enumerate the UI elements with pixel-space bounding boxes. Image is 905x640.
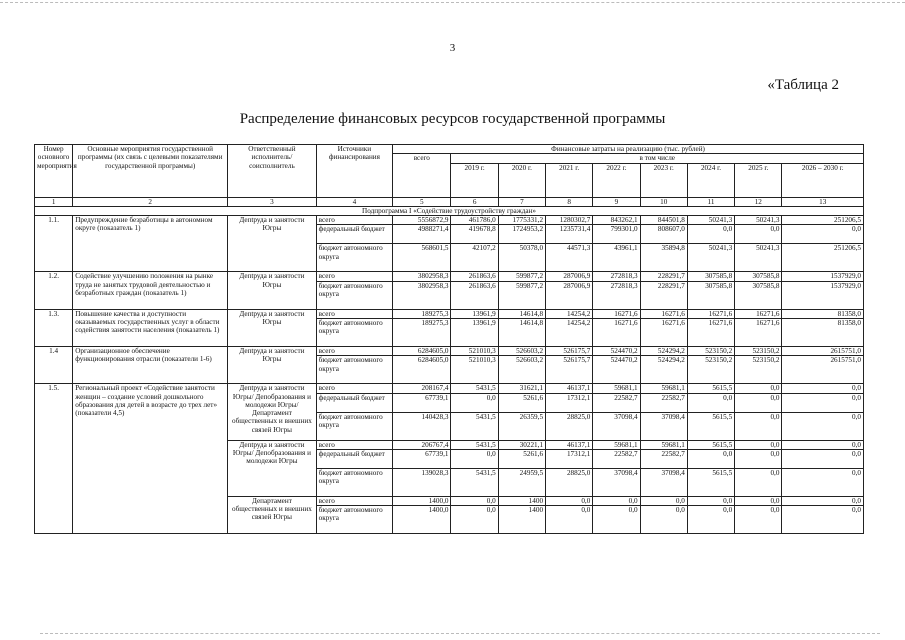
value-cell-r11-0-2: 1775331,2 [498,216,545,225]
value-cell-r12-1-8: 1537929,0 [782,281,864,309]
value-cell-r13-0-7: 16271,6 [735,309,782,318]
value-cell-r11-0-0: 5556872,9 [393,216,451,225]
value-cell-r12-0-3: 287006,9 [546,272,593,281]
table-row [35,309,864,318]
source-cell-r15-g1-0: всего [316,384,392,393]
source-cell-r15-g3-0: всего [316,496,392,505]
value-cell-r15-g1-0-4: 59681,1 [593,384,640,393]
value-cell-r13-1-6: 16271,6 [687,318,734,346]
value-cell-r11-0-1: 461786,0 [451,216,498,225]
value-cell-r14-0-3: 526175,7 [546,346,593,355]
column-index-8: 8 [546,197,593,206]
activity-executor-r15-g2: Депtруда и занятости Югры/ Депобразования и молодежи Югры [228,440,317,496]
value-cell-r15-g1-0-0: 208167,4 [393,384,451,393]
value-cell-r15-g2-1-4: 22582,7 [593,449,640,468]
header-col-source: Источники финансирования [316,145,392,198]
value-cell-r11-0-5: 844501,8 [640,216,687,225]
value-cell-r12-1-2: 599877,2 [498,281,545,309]
header-year-5: 2024 г. [687,163,734,197]
value-cell-r15-g1-1-8: 0,0 [782,393,864,412]
value-cell-r15-g2-2-7: 0,0 [735,468,782,496]
document-title: Распределение финансовых ресурсов государственной программы [239,111,666,127]
value-cell-r11-1-1: 419678,8 [451,225,498,244]
value-cell-r15-g3-1-6: 0,0 [687,506,734,534]
scan-edge-top [0,2,905,3]
value-cell-r11-1-7: 0,0 [735,225,782,244]
value-cell-r15-g1-1-1: 0,0 [451,393,498,412]
activity-number-r15: 1.5. [35,384,73,534]
value-cell-r14-1-1: 521010,3 [451,356,498,384]
value-cell-r15-g1-1-5: 22582,7 [640,393,687,412]
value-cell-r11-2-2: 50378,0 [498,244,545,272]
value-cell-r15-g2-0-1: 5431,5 [451,440,498,449]
value-cell-r15-g3-1-2: 1400 [498,506,545,534]
source-cell-r15-g2-2: бюджет автономного округа [316,468,392,496]
value-cell-r15-g2-1-5: 22582,7 [640,449,687,468]
table-row [35,216,864,225]
value-cell-r15-g3-1-0: 1400,0 [393,506,451,534]
value-cell-r12-1-6: 307585,8 [687,281,734,309]
activity-name-r13: Повышение качества и доступности оказываемых государственных услуг в области содействия занятости населения (показатель 1) [73,309,228,346]
value-cell-r15-g2-2-1: 5431,5 [451,468,498,496]
source-cell-r15-g2-1: федеральный бюджет [316,449,392,468]
value-cell-r13-1-8: 81358,0 [782,318,864,346]
activity-name-r15: Региональный проект «Содействие занятости женщин – создание условий дошкольного образования для детей в возрасте до трех лет» (показатели 4,5) [73,384,228,534]
value-cell-r15-g2-2-4: 37098,4 [593,468,640,496]
column-index-9: 9 [593,197,640,206]
value-cell-r15-g1-1-0: 67739,1 [393,393,451,412]
value-cell-r11-1-0: 4988271,4 [393,225,451,244]
value-cell-r15-g1-2-2: 26359,5 [498,412,545,440]
source-cell-r12-0: всего [316,272,392,281]
column-index-3: 3 [228,197,317,206]
value-cell-r15-g1-2-0: 140428,3 [393,412,451,440]
value-cell-r15-g2-2-3: 28825,0 [546,468,593,496]
value-cell-r15-g2-2-2: 24959,5 [498,468,545,496]
value-cell-r14-0-7: 523150,2 [735,346,782,355]
value-cell-r12-0-4: 272818,3 [593,272,640,281]
header-year-2: 2021 г. [546,163,593,197]
column-index-5: 5 [393,197,451,206]
value-cell-r11-1-4: 799301,0 [593,225,640,244]
source-cell-r14-1: бюджет автономного округа [316,356,392,384]
value-cell-r15-g3-1-5: 0,0 [640,506,687,534]
value-cell-r11-2-6: 50241,3 [687,244,734,272]
value-cell-r14-1-7: 523150,2 [735,356,782,384]
value-cell-r15-g3-1-7: 0,0 [735,506,782,534]
value-cell-r14-1-5: 524294,2 [640,356,687,384]
value-cell-r15-g1-1-6: 0,0 [687,393,734,412]
value-cell-r15-g3-0-4: 0,0 [593,496,640,505]
value-cell-r12-1-3: 287006,9 [546,281,593,309]
activity-number-r13: 1.3. [35,309,73,346]
value-cell-r14-1-2: 526603,2 [498,356,545,384]
value-cell-r11-1-3: 1235731,4 [546,225,593,244]
value-cell-r15-g3-1-8: 0,0 [782,506,864,534]
column-index-12: 12 [735,197,782,206]
value-cell-r15-g1-2-7: 0,0 [735,412,782,440]
value-cell-r15-g1-1-4: 22582,7 [593,393,640,412]
source-cell-r15-g1-1: федеральный бюджет [316,393,392,412]
value-cell-r15-g1-2-8: 0,0 [782,412,864,440]
subprogram-title: Подпрограмма I «Содействие трудоустройству граждан» [35,206,864,215]
table-row [35,384,864,393]
value-cell-r14-0-1: 521010,3 [451,346,498,355]
value-cell-r11-1-8: 0,0 [782,225,864,244]
header-year-1: 2020 г. [498,163,545,197]
value-cell-r11-2-1: 42107,2 [451,244,498,272]
value-cell-r15-g1-2-6: 5615,5 [687,412,734,440]
value-cell-r11-2-7: 50241,3 [735,244,782,272]
activity-number-r14: 1.4 [35,346,73,383]
value-cell-r15-g2-2-5: 37098,4 [640,468,687,496]
value-cell-r12-0-8: 1537929,0 [782,272,864,281]
header-year-6: 2025 г. [735,163,782,197]
value-cell-r15-g1-2-1: 5431,5 [451,412,498,440]
column-index-10: 10 [640,197,687,206]
value-cell-r15-g1-2-4: 37098,4 [593,412,640,440]
activity-executor-r12: Депtруда и занятости Югры [228,272,317,309]
source-cell-r11-0: всего [316,216,392,225]
value-cell-r15-g1-0-3: 46137,1 [546,384,593,393]
value-cell-r15-g2-0-5: 59681,1 [640,440,687,449]
value-cell-r15-g2-0-7: 0,0 [735,440,782,449]
value-cell-r11-0-6: 50241,3 [687,216,734,225]
source-cell-r15-g3-1: бюджет автономного округа [316,506,392,534]
value-cell-r14-1-8: 2615751,0 [782,356,864,384]
source-cell-r15-g2-0: всего [316,440,392,449]
header-col-activities: Основные мероприятия государственной программы (их связь с целевыми показателями государственной программы) [73,145,228,198]
column-index-6: 6 [451,197,498,206]
value-cell-r13-0-4: 16271,6 [593,309,640,318]
value-cell-r12-0-5: 228291,7 [640,272,687,281]
activity-number-r12: 1.2. [35,272,73,309]
value-cell-r11-2-5: 35894,8 [640,244,687,272]
value-cell-r13-0-8: 81358,0 [782,309,864,318]
scan-edge-bottom [40,633,880,634]
source-cell-r13-0: всего [316,309,392,318]
column-index-13: 13 [782,197,864,206]
value-cell-r15-g2-2-8: 0,0 [782,468,864,496]
value-cell-r11-0-3: 1280302,7 [546,216,593,225]
value-cell-r15-g3-0-5: 0,0 [640,496,687,505]
value-cell-r14-0-6: 523150,2 [687,346,734,355]
value-cell-r15-g1-0-2: 31621,1 [498,384,545,393]
value-cell-r11-2-3: 44571,3 [546,244,593,272]
value-cell-r15-g1-0-8: 0,0 [782,384,864,393]
value-cell-r15-g2-1-7: 0,0 [735,449,782,468]
value-cell-r15-g2-0-6: 5615,5 [687,440,734,449]
table-tag: «Таблица 2 [767,77,839,93]
value-cell-r11-2-0: 568601,5 [393,244,451,272]
header-including: в том числе [451,154,864,163]
value-cell-r13-1-5: 16271,6 [640,318,687,346]
value-cell-r13-1-0: 189275,3 [393,318,451,346]
value-cell-r11-1-5: 808607,0 [640,225,687,244]
value-cell-r15-g3-0-8: 0,0 [782,496,864,505]
value-cell-r15-g2-0-0: 206767,4 [393,440,451,449]
column-index-11: 11 [687,197,734,206]
value-cell-r14-1-0: 6284605,0 [393,356,451,384]
value-cell-r12-0-6: 307585,8 [687,272,734,281]
header-col-executor: Ответственный исполнитель/ соисполнитель [228,145,317,198]
column-index-1: 1 [35,197,73,206]
value-cell-r15-g1-0-1: 5431,5 [451,384,498,393]
header-year-4: 2023 г. [640,163,687,197]
value-cell-r15-g2-2-6: 5615,5 [687,468,734,496]
activity-executor-r11: Депtруда и занятости Югры [228,216,317,272]
value-cell-r13-0-0: 189275,3 [393,309,451,318]
value-cell-r15-g3-0-6: 0,0 [687,496,734,505]
value-cell-r15-g1-0-6: 5615,5 [687,384,734,393]
header-col-number: Номер основного мероприятия [35,145,73,198]
column-index-4: 4 [316,197,392,206]
value-cell-r15-g3-1-1: 0,0 [451,506,498,534]
value-cell-r15-g2-1-2: 5261,6 [498,449,545,468]
value-cell-r13-0-2: 14614,8 [498,309,545,318]
value-cell-r15-g1-2-3: 28825,0 [546,412,593,440]
value-cell-r11-1-2: 1724953,2 [498,225,545,244]
activity-executor-r14: Депtруда и занятости Югры [228,346,317,383]
value-cell-r15-g2-0-8: 0,0 [782,440,864,449]
source-cell-r11-2: бюджет автономного округа [316,244,392,272]
value-cell-r13-1-2: 14614,8 [498,318,545,346]
header-year-3: 2022 г. [593,163,640,197]
value-cell-r14-1-3: 526175,7 [546,356,593,384]
activity-name-r12: Содействие улучшению положения на рынке труда не занятых трудовой деятельностью и безработных граждан (показатель 1) [73,272,228,309]
value-cell-r14-1-4: 524470,2 [593,356,640,384]
value-cell-r15-g3-0-7: 0,0 [735,496,782,505]
activity-name-r11: Предупреждение безработицы в автономном округе (показатель 1) [73,216,228,272]
value-cell-r13-0-5: 16271,6 [640,309,687,318]
value-cell-r15-g2-0-4: 59681,1 [593,440,640,449]
value-cell-r15-g2-0-2: 30221,1 [498,440,545,449]
column-index-7: 7 [498,197,545,206]
value-cell-r12-0-2: 599877,2 [498,272,545,281]
finance-table [34,144,864,534]
value-cell-r13-1-7: 16271,6 [735,318,782,346]
header-financing: Финансовые затраты на реализацию (тыс. рублей) [393,145,864,154]
source-cell-r11-1: федеральный бюджет [316,225,392,244]
value-cell-r15-g3-0-3: 0,0 [546,496,593,505]
value-cell-r12-0-1: 261863,6 [451,272,498,281]
value-cell-r15-g3-1-3: 0,0 [546,506,593,534]
value-cell-r13-1-1: 13961,9 [451,318,498,346]
value-cell-r15-g3-0-2: 1400 [498,496,545,505]
source-cell-r14-0: всего [316,346,392,355]
value-cell-r12-1-7: 307585,8 [735,281,782,309]
table-row [35,346,864,355]
column-index-2: 2 [73,197,228,206]
value-cell-r12-1-4: 272818,3 [593,281,640,309]
value-cell-r12-1-1: 261863,6 [451,281,498,309]
value-cell-r14-1-6: 523150,2 [687,356,734,384]
activity-executor-r15-g1: Депtруда и занятости Югры/ Депобразования и молодежи Югры/ Департамент общественных и внешних связей Югры [228,384,317,440]
source-cell-r15-g1-2: бюджет автономного округа [316,412,392,440]
value-cell-r12-1-5: 228291,7 [640,281,687,309]
value-cell-r14-0-0: 6284605,0 [393,346,451,355]
value-cell-r11-0-7: 50241,3 [735,216,782,225]
value-cell-r11-0-4: 843262,1 [593,216,640,225]
value-cell-r15-g1-1-3: 17312,1 [546,393,593,412]
value-cell-r15-g2-1-3: 17312,1 [546,449,593,468]
value-cell-r15-g2-1-0: 67739,1 [393,449,451,468]
value-cell-r15-g1-0-5: 59681,1 [640,384,687,393]
header-year-7: 2026 – 2030 г. [782,163,864,197]
value-cell-r11-2-8: 251206,5 [782,244,864,272]
value-cell-r13-0-3: 14254,2 [546,309,593,318]
value-cell-r15-g2-1-8: 0,0 [782,449,864,468]
value-cell-r15-g1-1-2: 5261,6 [498,393,545,412]
value-cell-r13-0-6: 16271,6 [687,309,734,318]
value-cell-r15-g2-1-1: 0,0 [451,449,498,468]
activity-name-r14: Организационное обеспечение функционирования отрасли (показатели 1-6) [73,346,228,383]
value-cell-r13-1-3: 14254,2 [546,318,593,346]
source-cell-r13-1: бюджет автономного округа [316,318,392,346]
value-cell-r11-1-6: 0,0 [687,225,734,244]
value-cell-r15-g3-0-0: 1400,0 [393,496,451,505]
value-cell-r15-g3-1-4: 0,0 [593,506,640,534]
value-cell-r11-2-4: 43961,1 [593,244,640,272]
value-cell-r13-1-4: 16271,6 [593,318,640,346]
value-cell-r12-1-0: 3802958,3 [393,281,451,309]
value-cell-r12-0-0: 3802958,3 [393,272,451,281]
value-cell-r15-g1-0-7: 0,0 [735,384,782,393]
activity-executor-r13: Депtруда и занятости Югры [228,309,317,346]
activity-executor-r15-g3: Департамент общественных и внешних связей Югры [228,496,317,533]
value-cell-r12-0-7: 307585,8 [735,272,782,281]
value-cell-r15-g2-2-0: 139028,3 [393,468,451,496]
value-cell-r15-g1-2-5: 37098,4 [640,412,687,440]
value-cell-r14-0-2: 526603,2 [498,346,545,355]
header-year-0: 2019 г. [451,163,498,197]
value-cell-r14-0-8: 2615751,0 [782,346,864,355]
activity-number-r11: 1.1. [35,216,73,272]
value-cell-r15-g3-0-1: 0,0 [451,496,498,505]
value-cell-r15-g2-0-3: 46137,1 [546,440,593,449]
value-cell-r14-0-4: 524470,2 [593,346,640,355]
source-cell-r12-1: бюджет автономного округа [316,281,392,309]
value-cell-r11-0-8: 251206,5 [782,216,864,225]
value-cell-r14-0-5: 524294,2 [640,346,687,355]
value-cell-r15-g2-1-6: 0,0 [687,449,734,468]
value-cell-r15-g1-1-7: 0,0 [735,393,782,412]
table-row [35,272,864,281]
value-cell-r13-0-1: 13961,9 [451,309,498,318]
header-total: всего [393,154,451,197]
page-number: 3 [449,42,456,54]
